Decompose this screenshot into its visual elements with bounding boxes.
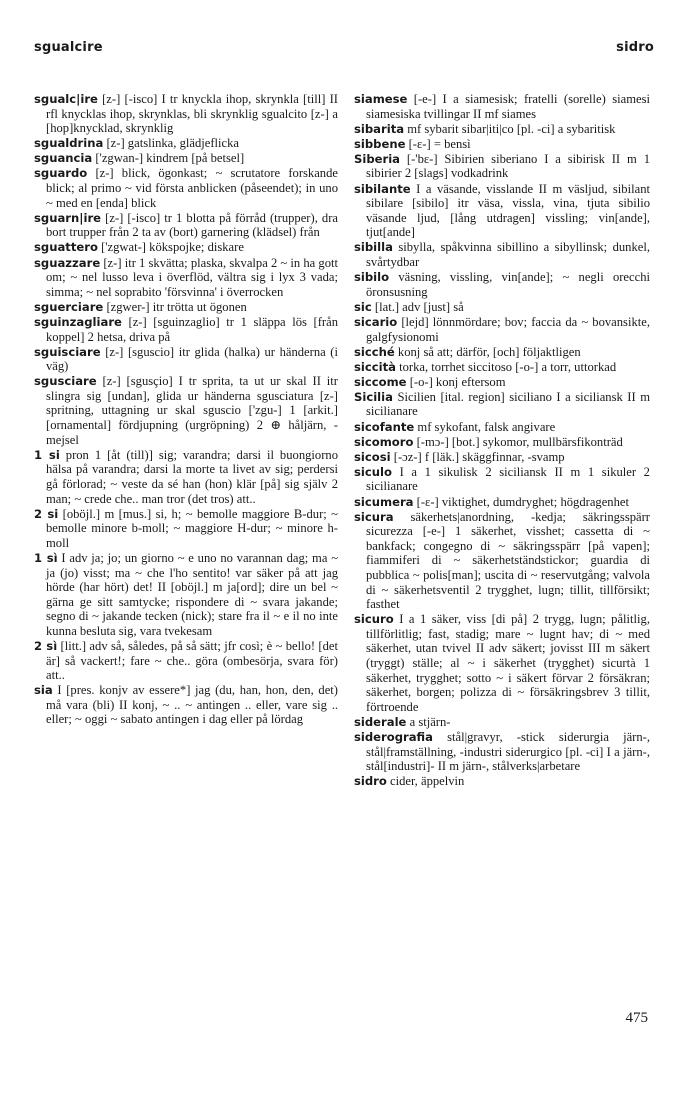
entry-definition: [lat.] adv [just] så bbox=[374, 299, 464, 314]
dictionary-entry bbox=[354, 435, 650, 450]
entry-headword: siccità bbox=[354, 359, 396, 374]
dictionary-entry bbox=[354, 715, 650, 730]
entry-headword: sguerciare bbox=[34, 299, 104, 314]
dictionary-entry bbox=[354, 360, 650, 375]
dictionary-entry bbox=[354, 774, 650, 789]
entry-definition: I [pres. konjv av essere*] jag (du, han, hon, den, det) må vara (bli) II konj, ~ .. ~ antingen .. eller, vare sig .. eller; ~ oggi ~ sabato antingen i dag eller på lördag bbox=[46, 683, 338, 727]
entry-definition: torka, torrhet siccitoso [-o-] a torr, uttorkad bbox=[399, 359, 617, 374]
entry-headword: sguattero bbox=[34, 240, 98, 255]
entry-definition: [z-] [sguscio] itr glida (halka) ur händerna (i väg) bbox=[46, 344, 338, 374]
entry-definition: [z-] [-isco] I tr knyckla ihop, skrynkla [till] II rfl knycklas ihop, skrynklas, bli skrynklig sgualcito [z-] a [hop]knycklad, skrynklig bbox=[46, 92, 338, 136]
entry-definition: [-ε-] = bensì bbox=[408, 136, 471, 151]
dictionary-entry bbox=[34, 639, 338, 683]
entry-headword: 2 sì bbox=[34, 638, 58, 653]
entry-headword: sgusciare bbox=[34, 374, 97, 389]
entry-headword: sibarita bbox=[354, 121, 405, 136]
entry-definition: [z-] blick, ögonkast; ~ scrutatore forskande blick; al primo ~ vid första anblicken (påseendet); in uno ~ med en [enda] blick bbox=[46, 166, 338, 210]
entry-definition: [lejd] lönnmördare; bov; faccia da ~ bovansikte, galgfysionomi bbox=[366, 314, 650, 344]
entry-headword: Siberia bbox=[354, 151, 401, 166]
dictionary-entry bbox=[34, 300, 338, 315]
entry-headword: 1 si bbox=[34, 447, 60, 462]
entry-definition: I a 1 sikulisk 2 siciliansk II m 1 sikuler 2 sicilianare bbox=[366, 464, 650, 494]
entry-headword: 2 si bbox=[34, 506, 59, 521]
entry-definition: I a väsande, visslande II m väsljud, sibilant sibilare [sibilo] itr väsa, vissla, vina, tjuta sibilio väsande ljud, [lång utdragen] vissling; vin[ande], tjut[ande] bbox=[366, 181, 650, 240]
entry-definition: Sicilien [ital. region] siciliano I a siciliansk II m sicilianare bbox=[366, 389, 650, 419]
right-column bbox=[354, 92, 650, 789]
entry-headword: Sicilia bbox=[354, 389, 393, 404]
dictionary-entry bbox=[354, 495, 650, 510]
dictionary-entry bbox=[354, 270, 650, 299]
entry-definition: [zgwer-] itr trötta ut ögonen bbox=[106, 299, 247, 314]
running-head-last-word: sidro bbox=[616, 40, 654, 55]
dictionary-entry bbox=[34, 448, 338, 506]
dictionary-entry bbox=[354, 182, 650, 240]
dictionary-entry bbox=[354, 730, 650, 774]
entry-headword: sguazzare bbox=[34, 255, 101, 270]
dictionary-entry bbox=[354, 510, 650, 612]
entry-headword: 1 sì bbox=[34, 550, 58, 565]
dictionary-entry bbox=[34, 507, 338, 551]
dictionary-entry bbox=[354, 152, 650, 181]
entry-headword: sicomoro bbox=[354, 434, 414, 449]
dictionary-entry bbox=[354, 345, 650, 360]
entry-headword: sicofante bbox=[354, 419, 415, 434]
entry-definition: [z-] [-isco] tr 1 blotta på förråd (trupper), dra bort trupper från 2 ta av (bort) garnering (klädsel) från bbox=[46, 210, 338, 240]
entry-headword: siderografia bbox=[354, 730, 433, 745]
dictionary-entry bbox=[34, 374, 338, 447]
entry-definition: konj så att; därför, [och] följaktligen bbox=[397, 344, 581, 359]
entry-definition: [-e-] I a siamesisk; fratelli (sorelle) siamesi siamesiska tvillingar II mf siames bbox=[366, 92, 650, 121]
entry-headword: sguardo bbox=[34, 166, 88, 181]
dictionary-entry bbox=[354, 137, 650, 152]
dictionary-entry bbox=[354, 420, 650, 435]
entry-definition: väsning, vissling, vin[ande]; ~ negli orecchi öronsusning bbox=[366, 270, 650, 299]
entry-definition: [-'bε-] Sibirien siberiano I a sibirisk II m 1 sibirier 2 [slags] vodkadrink bbox=[366, 151, 650, 181]
entry-headword: sgualdrina bbox=[34, 136, 104, 151]
left-column bbox=[34, 92, 338, 728]
entry-headword: sic bbox=[354, 299, 372, 314]
entry-definition: ['zgwat-] kökspojke; diskare bbox=[101, 240, 244, 255]
entry-headword: sicché bbox=[354, 344, 395, 359]
entry-definition: a stjärn- bbox=[409, 714, 451, 729]
dictionary-entry bbox=[34, 551, 338, 639]
dictionary-entry bbox=[354, 315, 650, 344]
entry-headword: sicosi bbox=[354, 449, 391, 464]
dictionary-entry bbox=[34, 683, 338, 727]
entry-headword: siccome bbox=[354, 374, 407, 389]
dictionary-entry bbox=[34, 136, 338, 151]
entry-definition: [-mɔ-] [bot.] sykomor, mullbärsfikonträd bbox=[416, 434, 623, 449]
dictionary-entry bbox=[354, 450, 650, 465]
entry-definition: sibylla, spåkvinna sibillino a sibyllinsk; dunkel, svårtydbar bbox=[366, 240, 650, 270]
entry-definition: mf sykofant, falsk angivare bbox=[417, 419, 556, 434]
entry-headword: sguisciare bbox=[34, 344, 101, 359]
entry-definition: stål|gravyr, -stick siderurgia järn-, stål|framställning, -industri siderurgico [pl. -ci] I a järn-, stål[industri]- II m järn-, stålverks|arbetare bbox=[366, 730, 651, 774]
entry-definition: cider, äppelvin bbox=[390, 774, 465, 789]
dictionary-entry bbox=[354, 465, 650, 494]
entry-headword: sibbene bbox=[354, 136, 406, 151]
entry-definition: I adv ja; jo; un giorno ~ e uno no varannan dag; ma ~ ja (jo) visst; ma ~ che l'ho sentito! var säker på att jag hörde (har hört) det! II [oböjl.] m ja[ord]; dire un bel ~ gärna ge sitt samtycke; rispondere di ~ svara jakande; segno di ~ jakande tecken (nick); stare fra il ~ e il no inte kunna besluta sig, vara tvekesam bbox=[46, 550, 339, 638]
entry-definition: pron 1 [åt (till)] sig; varandra; darsi il buongiorno hälsa på varandra; darsi la morte ta livet av sig; perdersi gå förlorad; ~ veste da sé han (hon) klär [på] sig själv 2 man; ~ crede che.. man tror (det tros) att.. bbox=[46, 447, 338, 506]
entry-headword: siamese bbox=[354, 92, 408, 106]
dictionary-entry bbox=[34, 92, 338, 136]
entry-definition: I a 1 säker, viss [di på] 2 trygg, lugn; pålitlig, tillförlitlig; fast, stadig; mare ~ lugnt hav; di ~ med säkerhet, utan tvivel II adv säkert; jovisst III m säkert (tryggt) ställe; al ~ i säkerhet (trygghet) sicurtà 1 säkerhet, trygghet; sotto ~ i säkert förvar 2 försäkran; säkerhet, borgen; polizza di ~ försäkringsbrev 3 tillit, förtroende bbox=[366, 612, 650, 714]
entry-definition: mf sybarit sibar|iti|co [pl. -ci] a sybaritisk bbox=[407, 121, 616, 136]
entry-definition: [litt.] adv så, således, på så sätt; jfr così; è ~ bello! [det är] så vackert!; fare ~ che.. göra (ombesörja, svara för) att.. bbox=[46, 638, 339, 683]
entry-headword: sibilo bbox=[354, 270, 390, 285]
entry-headword: sicuro bbox=[354, 612, 394, 627]
dictionary-entry bbox=[354, 300, 650, 315]
entry-definition: [z-] itr 1 skvätta; plaska, skvalpa 2 ~ in ha gott om; ~ nel lusso leva i överflöd, vältra sig i lyx 3 vada; simma; ~ nel soprabito 'försvinna' i överrocken bbox=[46, 255, 338, 299]
dictionary-entry bbox=[354, 92, 650, 121]
entry-definition: [-ε-] viktighet, dumdryghet; högdragenhet bbox=[416, 494, 629, 509]
dictionary-entry bbox=[34, 256, 338, 300]
entry-definition: [-o-] konj eftersom bbox=[409, 374, 506, 389]
entry-headword: sgualc|ire bbox=[34, 92, 98, 106]
entry-definition: [z-] [sguinzaglio] tr 1 släppa lös [från koppel] 2 hetsa, driva på bbox=[46, 314, 338, 344]
entry-headword: sicario bbox=[354, 314, 398, 329]
dictionary-entry bbox=[354, 390, 650, 419]
entry-headword: sia bbox=[34, 683, 53, 698]
entry-definition: [z-] [sgusçio] I tr sprita, ta ut ur skal II itr slingra sig [undan], glida ur händerna sgusciatura [z-] spritning, uttagning ur skal sguscio ['zgu-] 1 [arkit.] [ornamental] fördjupning (urgröpning) 2 ⊕ håljärn, -mejsel bbox=[46, 374, 338, 447]
dictionary-entry bbox=[34, 315, 338, 344]
entry-definition: ['zgwan-] kindrem [på betsel] bbox=[95, 151, 245, 166]
entry-headword: siculo bbox=[354, 464, 392, 479]
dictionary-entry bbox=[354, 612, 650, 714]
running-head-first-word: sgualcire bbox=[34, 40, 103, 55]
dictionary-entry bbox=[354, 375, 650, 390]
entry-definition: [-ɔz-] f [läk.] skäggfinnar, -svamp bbox=[393, 449, 565, 464]
entry-headword: sicura bbox=[354, 509, 394, 524]
entry-definition: säkerhets|anordning, -kedja; säkringsspärr sicurezza [-e-] 1 säkerhet, visshet; cassetta di ~ bankfack; congegno di ~ säkringsspärr [på vapen]; fiammiferi di ~ säkerhetständstickor; guardia di pubblica ~ polis[man]; uscita di ~ reservutgång; valvola di ~ säkerhetsventil 2 trygghet, lugn; tillit, tillförsikt; fasthet bbox=[366, 509, 650, 612]
dictionary-entry bbox=[354, 122, 650, 137]
entry-headword: sguarn|ire bbox=[34, 210, 102, 225]
entry-headword: sidro bbox=[354, 774, 387, 789]
dictionary-entry bbox=[34, 151, 338, 166]
dictionary-entry bbox=[354, 240, 650, 269]
entry-headword: sibilante bbox=[354, 181, 411, 196]
page-number: 475 bbox=[625, 1010, 648, 1026]
dictionary-entry bbox=[34, 345, 338, 374]
dictionary-entry bbox=[34, 166, 338, 210]
entry-headword: sguancia bbox=[34, 151, 93, 166]
dictionary-entry bbox=[34, 211, 338, 240]
entry-headword: sguinzagliare bbox=[34, 314, 122, 329]
entry-definition: [oböjl.] m [mus.] si, h; ~ bemolle maggiore B-dur; ~ bemolle minore b-moll; ~ maggiore H-dur; ~ minore h-moll bbox=[46, 506, 338, 550]
entry-definition: [z-] gatslinka, glädjeflicka bbox=[106, 136, 240, 151]
entry-headword: sibilla bbox=[354, 240, 393, 255]
entry-headword: siderale bbox=[354, 714, 407, 729]
entry-headword: sicumera bbox=[354, 494, 414, 509]
dictionary-entry bbox=[34, 240, 338, 255]
